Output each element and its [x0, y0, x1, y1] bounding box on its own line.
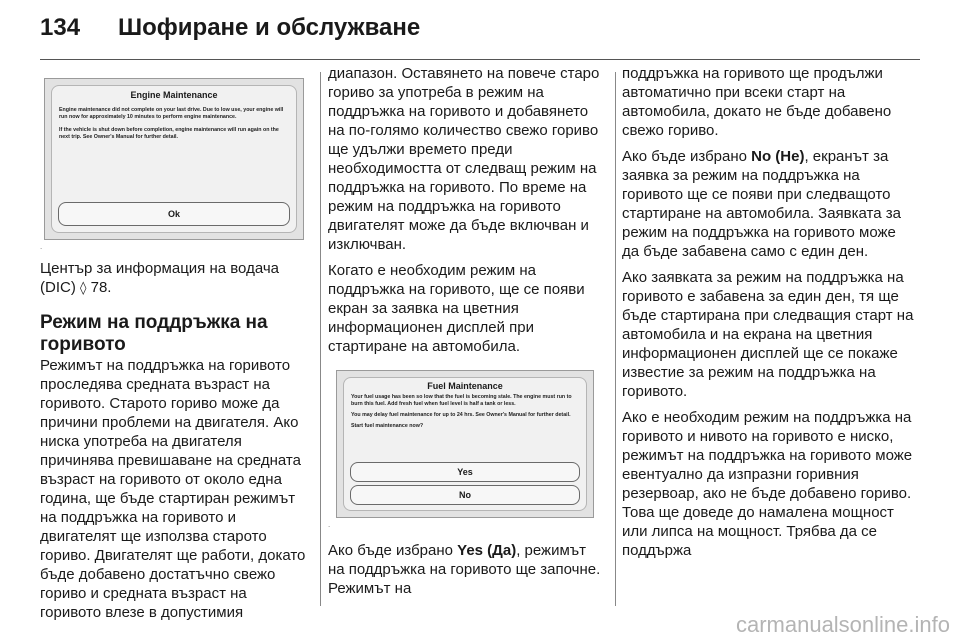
dialog-title: Engine Maintenance [130, 90, 218, 100]
column-2 [328, 64, 604, 605]
figure-mark: . [328, 520, 331, 529]
dialog-title: Fuel Maintenance [427, 381, 503, 391]
header-rule [40, 59, 920, 60]
dialog-panel [51, 85, 297, 233]
text-run: Ако бъде избрано [328, 542, 458, 559]
page-number: 134 [40, 14, 81, 41]
body-paragraph: Ако заявката за режим на поддръжка на горивото е забавена за един ден, тя ще бъде стартирана при следващия старт на автомобила и на екрана на цветния информационен дисплей ще се покаже известие за режим на поддръжка на горивото. [622, 269, 914, 400]
dialog-text: Your fuel usage has been so low that the fuel is becoming stale. The engine must run to burn this fuel. Add fresh fuel when fuel level is half a tank or less. [351, 394, 572, 407]
no-button[interactable]: No [350, 485, 580, 505]
body-paragraph: поддръжка на горивото ще продължи автоматично при всеки старт на автомобила, докато не бъде добавено свежо гориво. [622, 65, 892, 139]
dialog-panel [343, 377, 587, 511]
body-paragraph: Режимът на поддръжка на горивото проследява средната възраст на горивото. Старото гориво може да причини проблеми на двигателя. Ако ниска употреба на двигателя причинява превишаване на средната възраст на горивото от около една година, ще бъде стартиран режимът на поддръжка на горивото и двигателят ще използва старото гориво. Двигателят ще работи, докато бъде добавено достатъчно свежо гориво и средната възраст на горивото влезе в допустимия [40, 357, 306, 621]
text-run: , режимът на поддръжка на горивото ще започне. Режимът на [328, 542, 601, 597]
page-reference-icon: ◊ [80, 281, 87, 296]
yes-option-label: Yes (Да) [457, 542, 517, 559]
text-run: , екранът за заявка за режим на поддръжка на горивото ще се появи при следващото стартиране на автомобила. Заявката за режим на поддръжка на горивото може да бъде забавена само с един ден. [622, 148, 901, 260]
dialog-text: Engine maintenance did not complete on your last drive. Due to low use, your engine will run now for approximately 10 minutes to perform engine maintenance. [59, 107, 284, 120]
watermark: carmanualsonline.info [735, 612, 950, 637]
reference-page: 78. [90, 279, 112, 296]
body-paragraph [328, 541, 604, 598]
section-heading: Режим на поддръжка на горивото [40, 312, 268, 355]
fuel-maintenance-screenshot [336, 370, 594, 518]
dialog-text: If the vehicle is shut down before completion, engine maintenance will run again on the next trip. See Owner's Manual for further detail. [59, 127, 279, 140]
column-divider-1 [320, 72, 321, 606]
dialog-question: Start fuel maintenance now? [351, 423, 424, 429]
reference-text: Център за информация на водача (DIC) [40, 260, 279, 296]
no-option-label: No (Не) [751, 148, 805, 165]
ok-button[interactable]: Ok [58, 202, 290, 226]
page-header-title: Шофиране и обслужване [118, 14, 421, 41]
column-1 [40, 64, 308, 629]
reference-paragraph [40, 259, 308, 298]
body-paragraph: Ако е необходим режим на поддръжка на горивото и нивото на горивото е ниско, режимът на поддръжка на горивото може евентуално да изпразни горивния резервоар, ако не бъде добавено гориво. Това ще доведе до намалена мощност или липса на мощност. Трябва да се поддържа [622, 409, 913, 559]
dialog-text: You may delay fuel maintenance for up to 24 hrs. See Owner's Manual for further detail. [351, 412, 571, 418]
column-3 [622, 64, 914, 567]
engine-maintenance-screenshot [44, 78, 304, 240]
body-paragraph [622, 147, 914, 261]
text-run: Ако бъде избрано [622, 148, 752, 165]
yes-button[interactable]: Yes [350, 462, 580, 482]
body-paragraph: диапазон. Оставянето на повече старо гориво за употреба в режим на поддръжка на горивото и добавянето на по-голямо количество свежо гориво ще удължи времето преди необходимостта от следващ режим на поддръжка на горивото. По време на режим на поддръжка на горивото двигателят може да бъде включван и изключван. [328, 65, 600, 253]
body-paragraph: Когато е необходим режим на поддръжка на горивото, ще се появи екран за заявка на цветния информационен дисплей при стартиране на автомобила. [328, 262, 585, 355]
figure-mark: . [40, 242, 43, 251]
column-divider-2 [615, 72, 616, 606]
